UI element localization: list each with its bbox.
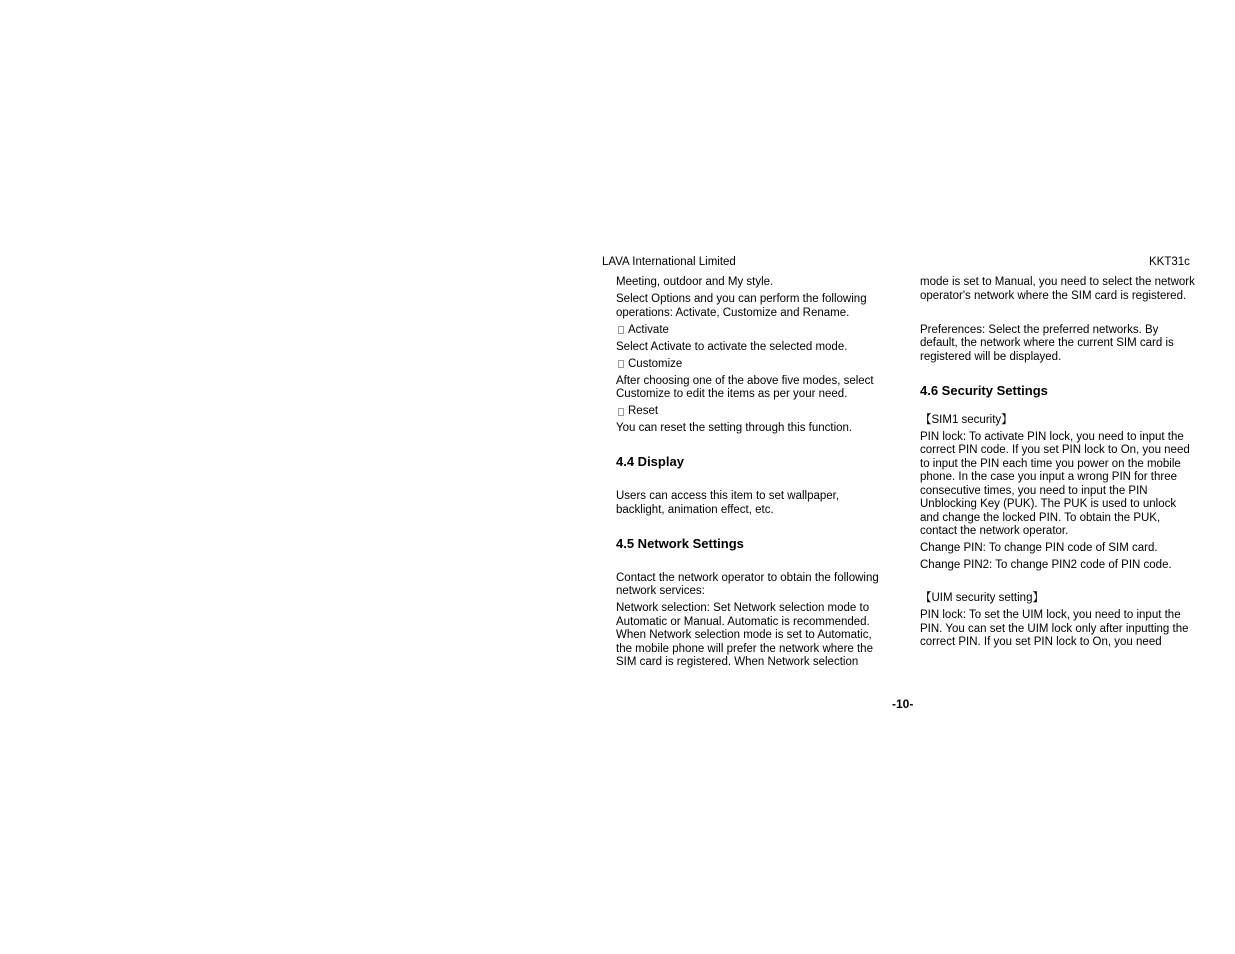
paragraph: Select Options and you can perform the following operations: Activate, Customize and Rename.	[616, 293, 867, 319]
paragraph: PIN lock: To set the UIM lock, you need to input the PIN. You can set the UIM lock only after inputting the correct PIN. If you set PIN lock to On, you need	[920, 609, 1189, 648]
uim-security-label: 【UIM security setting】	[920, 592, 1044, 604]
paragraph: Meeting, outdoor and My style.	[616, 276, 774, 288]
page-number: -10-	[892, 697, 914, 711]
left-column	[616, 276, 888, 673]
paragraph: Change PIN: To change PIN code of SIM card.	[920, 542, 1158, 554]
paragraph: Preferences: Select the preferred networks. By default, the network where the current SIM card is registered will be displayed.	[920, 323, 1174, 363]
bullet-item-reset	[616, 405, 888, 419]
bullet-item-customize	[616, 358, 888, 372]
bullet-label: Customize	[628, 357, 683, 370]
paragraph: Change PIN2: To change PIN2 code of PIN code.	[920, 559, 1172, 571]
paragraph: mode is set to Manual, you need to select the network operator's network where the SIM card is registered.	[920, 276, 1195, 302]
bullet-label: Reset	[628, 405, 659, 417]
bullet-item-activate	[616, 324, 888, 338]
paragraph: Network selection: Set Network selection mode to Automatic or Manual. Automatic is recommended. When Network selection mode is set to Automatic, the mobile phone will prefer the network where the SIM card is registered. When Network selection	[616, 602, 873, 668]
section-heading-display: 4.4 Display	[616, 454, 684, 469]
right-column	[920, 276, 1195, 653]
header-company: LAVA International Limited	[602, 256, 736, 268]
paragraph: Select Activate to activate the selected mode.	[616, 340, 848, 353]
header-model: KKT31c	[1149, 256, 1190, 268]
bullet-label: Activate	[628, 323, 669, 336]
section-heading-network: 4.5 Network Settings	[616, 535, 744, 551]
paragraph: Contact the network operator to obtain the following network services:	[616, 571, 879, 597]
paragraph: Users can access this item to set wallpaper, backlight, animation effect, etc.	[616, 490, 840, 516]
paragraph: After choosing one of the above five modes, select Customize to edit the items as per your need.	[616, 374, 874, 400]
bullet-box-icon	[618, 326, 624, 334]
section-heading-security: 4.6 Security Settings	[920, 382, 1048, 398]
sim1-security-label: 【SIM1 security】	[920, 413, 1013, 426]
bullet-box-icon	[618, 408, 624, 416]
bullet-box-icon	[618, 360, 624, 368]
paragraph: PIN lock: To activate PIN lock, you need to input the correct PIN code. If you set PIN lock to On, you need to input the PIN each time you power on the mobile phone. In the case you input a wrong PIN for three consecutive times, you need to input the PIN Unblocking Key (PUK). The PUK is used to unlock and change the locked PIN. To obtain the PUK, contact the network operator.	[920, 430, 1190, 537]
paragraph: You can reset the setting through this function.	[616, 422, 853, 434]
